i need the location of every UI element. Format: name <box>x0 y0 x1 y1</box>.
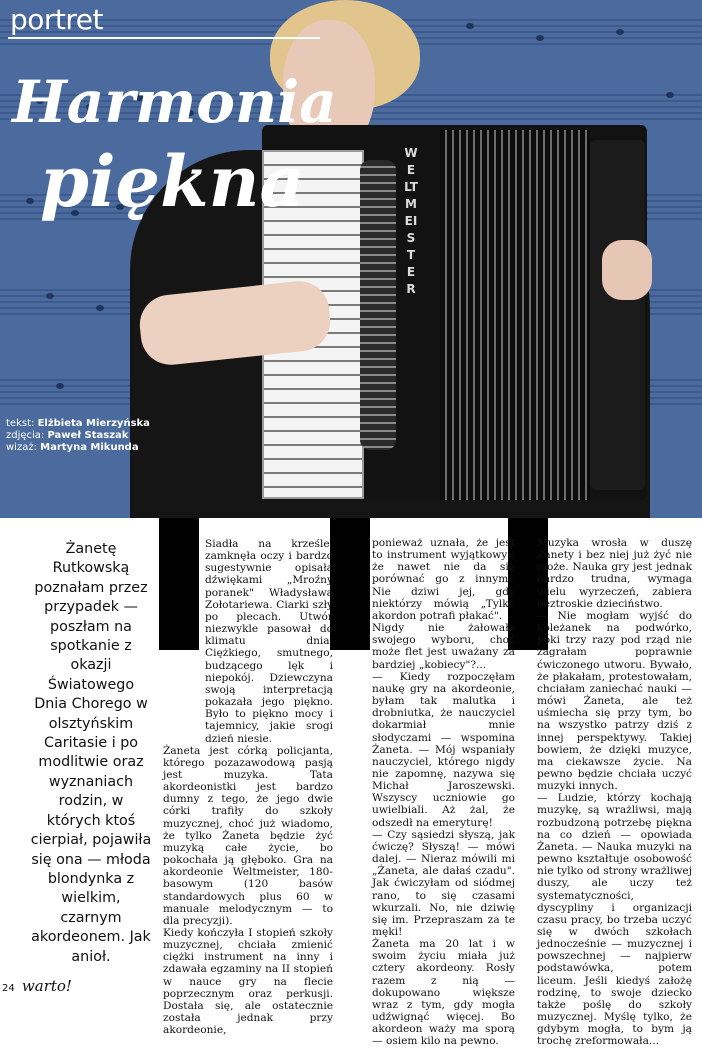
article-title-line2: piękna <box>40 140 305 223</box>
paragraph: Żaneta jest córką policjanta, którego pozazawodową pasją jest muzyka. Tata akordeonistki jest bardzo dumny z tego, że jego dwie córki trafiły do szkoły muzycznej, choć już wiadomo, że tylko Żaneta będzie żyć muzyką całe życie, bo pokochała ją głęboko. Gra na akordeonie Weltmeister, 180-basowym (120 basów standardowych plus 60 w manuale melodycznym — to dla precyzji). <box>163 744 333 927</box>
paragraph: Żaneta ma 20 lat i w swoim życiu miała już cztery akordeony. Rosły razem z nią — dokupowano większe wraz z tym, gdy mogła udźwignąć więcej. Bo akordeon waży ma sporą — osiem kilo na pewno. <box>372 938 515 1048</box>
intro-lead: Żanetę Rutkowską poznałam przez przypadek — poszłam na spotkanie z okazji Światowego Dnia Chorego w olsztyńskim Caritasie i po modlitwie oraz wyznaniach rodzin, w których ktoś cierpiał, pojawiła się ona — młoda blondynka z wielkim, czarnym akordeonem. Jak anioł. <box>30 541 152 965</box>
paragraph: Muzyka wrosła w duszę Żanety i bez niej już żyć nie może. Nauka gry jest jednak bardzo trudna, wymaga wielu wyrzeczeń, zabiera beztroskie dzieciństwo. <box>537 537 692 610</box>
paragraph: ponieważ uznała, że jest to instrument wyjątkowy i że nawet nie da się porównać go z innymi. Nie dziwi jej, gdy niektórzy mówią „Tylko akordon potrafi płakać". <box>372 537 515 622</box>
page-footer <box>2 977 72 995</box>
paragraph: Kiedy kończyła I stopień szkoły muzycznej, chciała zmienić ciężki instrument na inny i zdawała egzaminy na II stopień w nauce gry na flecie poprzecznym oraz perkusji. Dostała się, ale ostatecznie została jednak przy akordeonie, <box>163 927 333 1037</box>
accordion-bellows <box>440 130 590 500</box>
paragraph: — Ludzie, którzy kochają muzykę, są wrażliwsi, mają rozbudzoną potrzebę piękna na co dzień — opowiada Żaneta. — Nauka muzyki na pewno kształtuje osobowość nie tylko od strony wrażliwej duszy, ale uczy też systematyczności, dyscypliny i organizacji czasu pracy, bo trzeba uczyć się w dwóch szkołach jednocześnie — muzycznej i powszechnej — najpierw podstawówka, potem liceum. Jeśli kiedyś założę rodzinę, to swoje dziecko także poślę do szkoły muzycznej. Myślę tylko, że gdybym mogła, to bym ją trochę zreformowała... <box>537 792 692 1048</box>
credit-text-name: Elżbieta Mierzyńska <box>37 418 150 429</box>
article-title-line1: Harmonia <box>12 68 337 136</box>
credit-text-label: tekst: <box>6 418 35 429</box>
accordion-grille <box>360 160 396 450</box>
credit-photo-label: zdjęcia: <box>6 430 45 441</box>
credit-photo-name: Paweł Staszak <box>47 430 129 441</box>
paragraph: Nigdy nie żałowała swojego wyboru, choć może flet jest uważany za bardziej „kobiecy"?... <box>372 622 515 671</box>
article-column-2 <box>372 537 515 1048</box>
page-number: 24 <box>2 983 15 994</box>
section-rule <box>8 37 320 39</box>
paragraph: — Kiedy rozpoczęłam naukę gry na akordeonie, byłam tak malutka i drobniutka, że nauczyciel dokarmiał mnie słodyczami — wspomina Żaneta. — Mój wspaniały nauczyciel, którego nigdy nie zapomnę, nazywa się Michał Jaroszewski. Wszyscy uczniowie go uwielbiali. Aż żal, że odszedł na emeryturę! <box>372 670 515 829</box>
article-column-1 <box>163 518 333 1036</box>
accordion-bass-end <box>590 140 645 490</box>
column-divider-bar <box>330 518 370 650</box>
credits <box>6 418 150 454</box>
musician-hand <box>602 240 652 300</box>
article-column-3 <box>537 537 692 1048</box>
paragraph: — Nie mogłam wyjść do koleżanek na podwórko, póki trzy razy pod rząd nie zagrałam poprawnie ćwiczonego utworu. Bywało, że płakałam, protestowałam, chciałam zaniechać nauki — mówi Żaneta, ale też uśmiecha się przy tym, bo na wszystko patrzy dziś z innej perspektywy. Takiej bowiem, że dzięki muzyce, ma ciekawsze życie. Na pewno będzie chciała uczyć muzyki innych. <box>537 609 692 793</box>
accordion-brand-label: WELTMEISTER <box>404 146 418 296</box>
paragraph: — Czy sąsiedzi słyszą, jak ćwiczę? Słyszą! — mówi dalej. — Nieraz mówili mi „Żaneta, ale dałaś czadu". Jak ćwiczyłam od siódmej rano, to się czasami wkurzali. No, nie dziwię się im. Przepraszam za te męki! <box>372 828 515 938</box>
section-label: portret <box>10 3 103 36</box>
magazine-logo: warto! <box>21 977 72 995</box>
credit-makeup-label: wizaż: <box>6 442 37 453</box>
paragraph: Siadła na krześle, zamknęła oczy i bardzo sugestywnie opisała dźwiękami „Mroźny poranek" Władysława Zołotariewa. Ciarki szły po plecach. Utwór niezwykle pasował do klimatu dnia. Ciężkiego, smutnego, budzącego lęk i niepokój. Dziewczyna swoją interpretacją pokazała jego piękno. Było to piękno mocy i tajemnicy, jakie srogi dzień niesie. <box>205 538 333 745</box>
hero-photo <box>0 0 702 518</box>
credit-makeup-name: Martyna Mikunda <box>40 442 139 453</box>
